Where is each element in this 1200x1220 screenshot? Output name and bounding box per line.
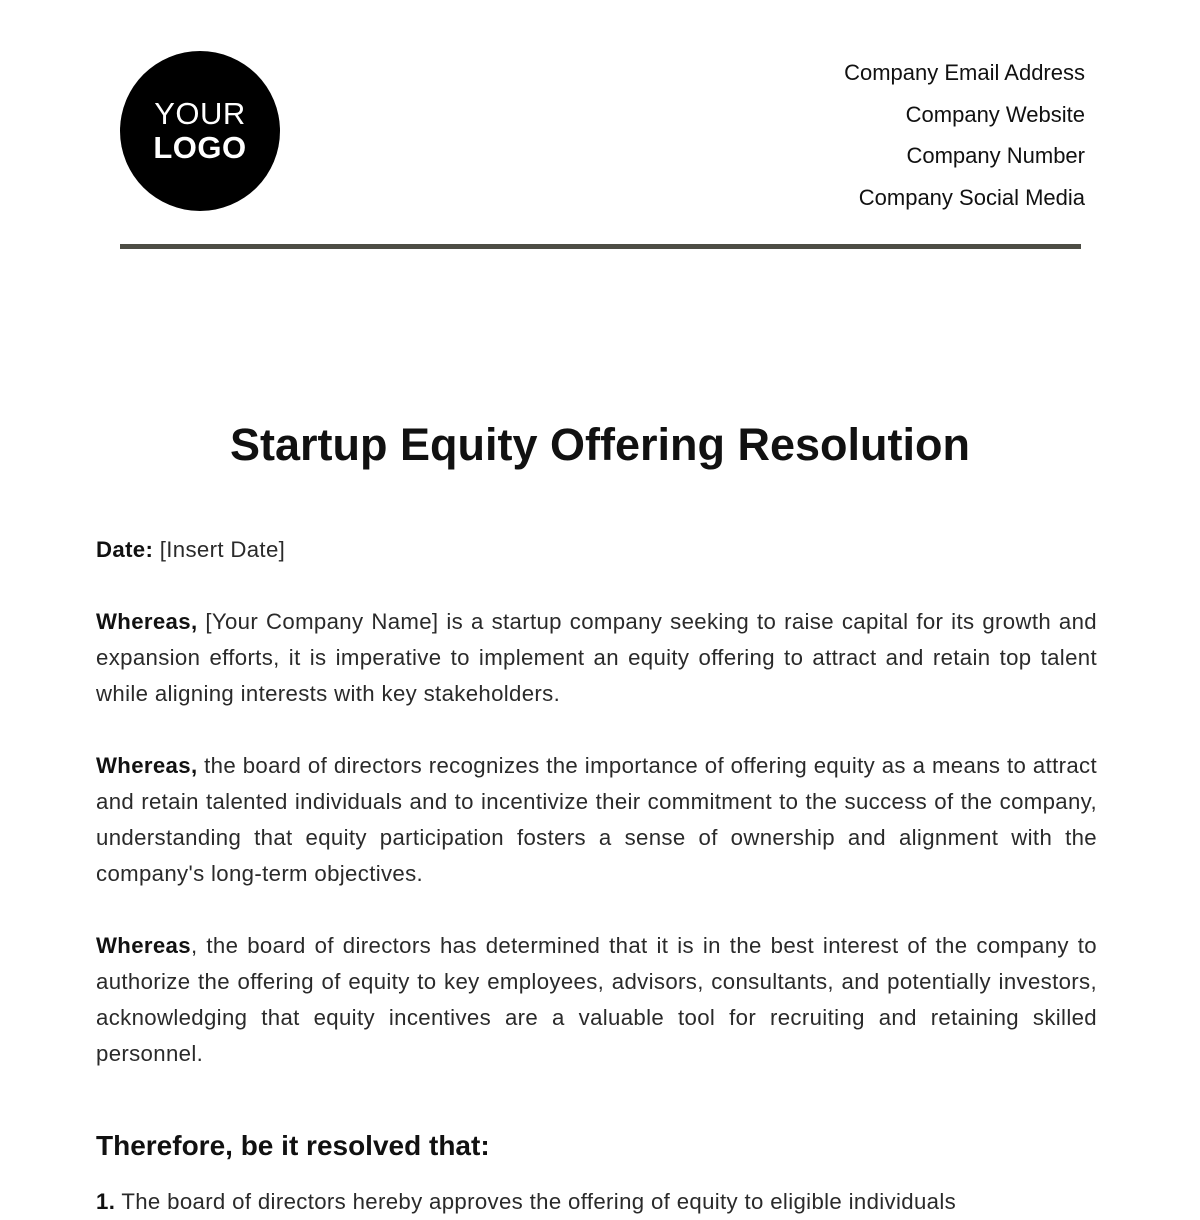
header-divider	[120, 244, 1081, 249]
whereas-text: the board of directors recognizes the importance of offering equity as a means to attract and retain talented individuals and to incentivize their commitment to the success of the company, understanding that equity participation fosters a sense of ownership and alignment with the company's long-term objectives.	[96, 753, 1097, 886]
whereas-lead: Whereas,	[96, 609, 198, 634]
logo-line-2: LOGO	[153, 130, 247, 165]
whereas-paragraph	[96, 748, 1097, 892]
document-title: Startup Equity Offering Resolution	[230, 419, 970, 470]
date-value: [Insert Date]	[153, 537, 286, 562]
company-email: Company Email Address	[844, 60, 1085, 85]
whereas-paragraph	[96, 604, 1097, 712]
company-contact-block	[844, 52, 1085, 218]
whereas-lead: Whereas	[96, 933, 191, 958]
company-website: Company Website	[905, 101, 1085, 127]
resolved-heading: Therefore, be it resolved that:	[96, 1130, 490, 1161]
whereas-lead: Whereas,	[96, 753, 198, 778]
list-item-number: 1.	[96, 1189, 116, 1214]
date-line	[96, 532, 1097, 568]
company-social-media: Company Social Media	[858, 184, 1085, 210]
company-number: Company Number	[906, 143, 1085, 168]
list-item-text: The board of directors hereby approves the offering of equity to eligible individuals	[115, 1189, 957, 1214]
whereas-text: [Your Company Name] is a startup company seeking to raise capital for its growth and expansion efforts, it is imperative to implement an equity offering to attract and retain top talent while aligning interests with key stakeholders.	[96, 609, 1097, 706]
date-label: Date:	[96, 537, 154, 562]
whereas-paragraph	[96, 928, 1097, 1072]
resolution-list-item	[96, 1184, 1097, 1220]
document-body	[96, 532, 1097, 1108]
logo-line-1: YOUR	[154, 96, 246, 131]
company-logo	[120, 51, 280, 211]
whereas-text: , the board of directors has determined that it is in the best interest of the company to authorize the offering of equity to key employees, advisors, consultants, and potentially investors, acknowledging that equity incentives are a valuable tool for recruiting and retaining skilled personnel.	[96, 933, 1097, 1066]
